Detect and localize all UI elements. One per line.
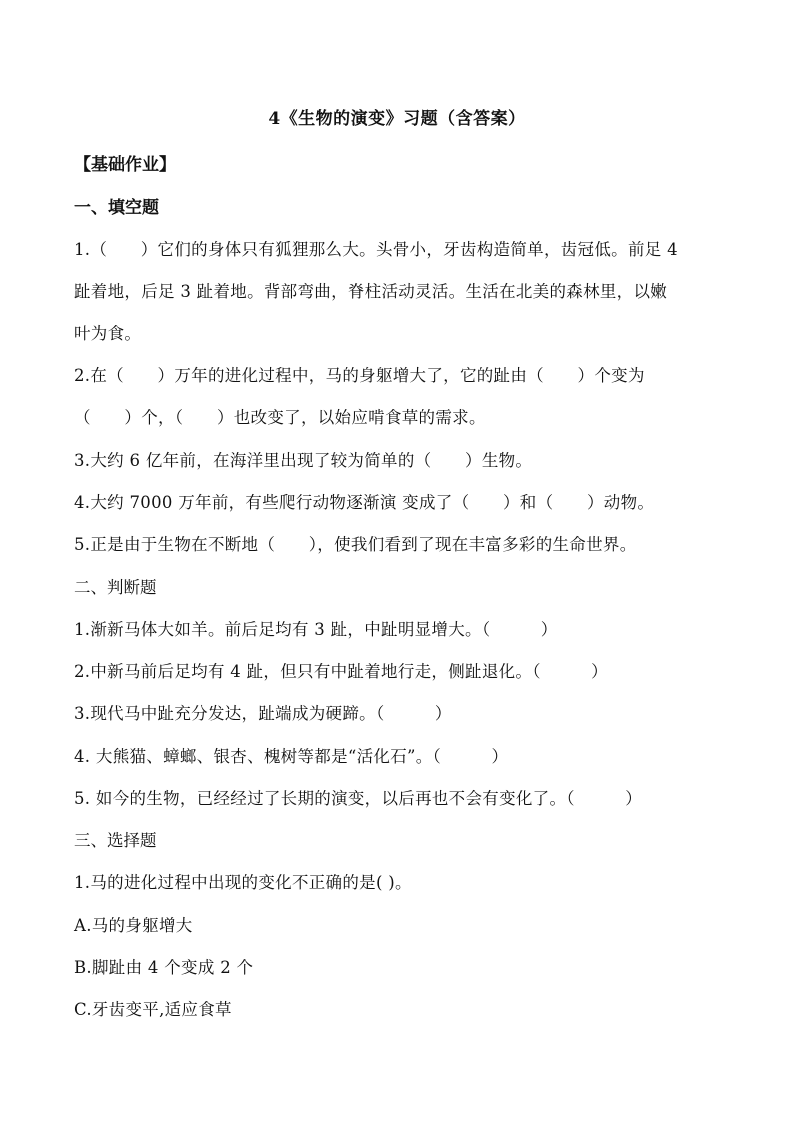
fill-item-2-line-2: （ ）个，（ ）也改变了，以始应啃食草的需求。	[74, 408, 486, 427]
section-choice-heading: 三、选择题	[74, 831, 157, 850]
section-basic-heading: 【基础作业】	[74, 155, 176, 175]
fill-item-1-line-2: 趾着地，后足 3 趾着地。背部弯曲，脊柱活动灵活。生活在北美的森林里，以嫩	[74, 282, 668, 301]
choice-option-c: C.牙齿变平,适应食草	[74, 1000, 232, 1019]
choice-question-1: 1.马的进化过程中出现的变化不正确的是( )。	[74, 873, 412, 892]
judge-item-2: 2.中新马前后足均有 4 趾，但只有中趾着地行走，侧趾退化。（ ）	[74, 662, 608, 681]
fill-item-3: 3.大约 6 亿年前，在海洋里出现了较为简单的（ ）生物。	[74, 451, 533, 470]
judge-item-4: 4. 大熊猫、蟑螂、银杏、槐树等都是“活化石”。（ ）	[74, 747, 509, 766]
fill-item-2-line-1: 2.在（ ）万年的进化过程中，马的身躯增大了，它的趾由（ ）个变为	[74, 366, 645, 385]
judge-item-3: 3.现代马中趾充分发达，趾端成为硬蹄。（ ）	[74, 704, 452, 723]
fill-item-4: 4.大约 7000 万年前，有些爬行动物逐渐演 变成了（ ）和（ ）动物。	[74, 493, 655, 512]
judge-item-1: 1.渐新马体大如羊。前后足均有 3 趾，中趾明显增大。（ ）	[74, 620, 558, 639]
section-fill-heading: 一、填空题	[74, 198, 159, 218]
fill-item-1-line-1: 1.（ ）它们的身体只有狐狸那么大。头骨小，牙齿构造简单，齿冠低。前足 4	[74, 240, 678, 259]
page-title: 4《生物的演变》习题（含答案）	[268, 109, 526, 129]
fill-item-1-line-3: 叶为食。	[74, 324, 142, 343]
section-judge-heading: 二、判断题	[74, 578, 157, 597]
fill-item-5: 5.正是由于生物在不断地（ ），使我们看到了现在丰富多彩的生命世界。	[74, 535, 637, 554]
judge-item-5: 5. 如今的生物，已经经过了长期的演变，以后再也不会有变化了。（ ）	[74, 789, 643, 808]
choice-option-a: A.马的身躯增大	[74, 916, 193, 935]
choice-option-b: B.脚趾由 4 个变成 2 个	[74, 958, 254, 977]
